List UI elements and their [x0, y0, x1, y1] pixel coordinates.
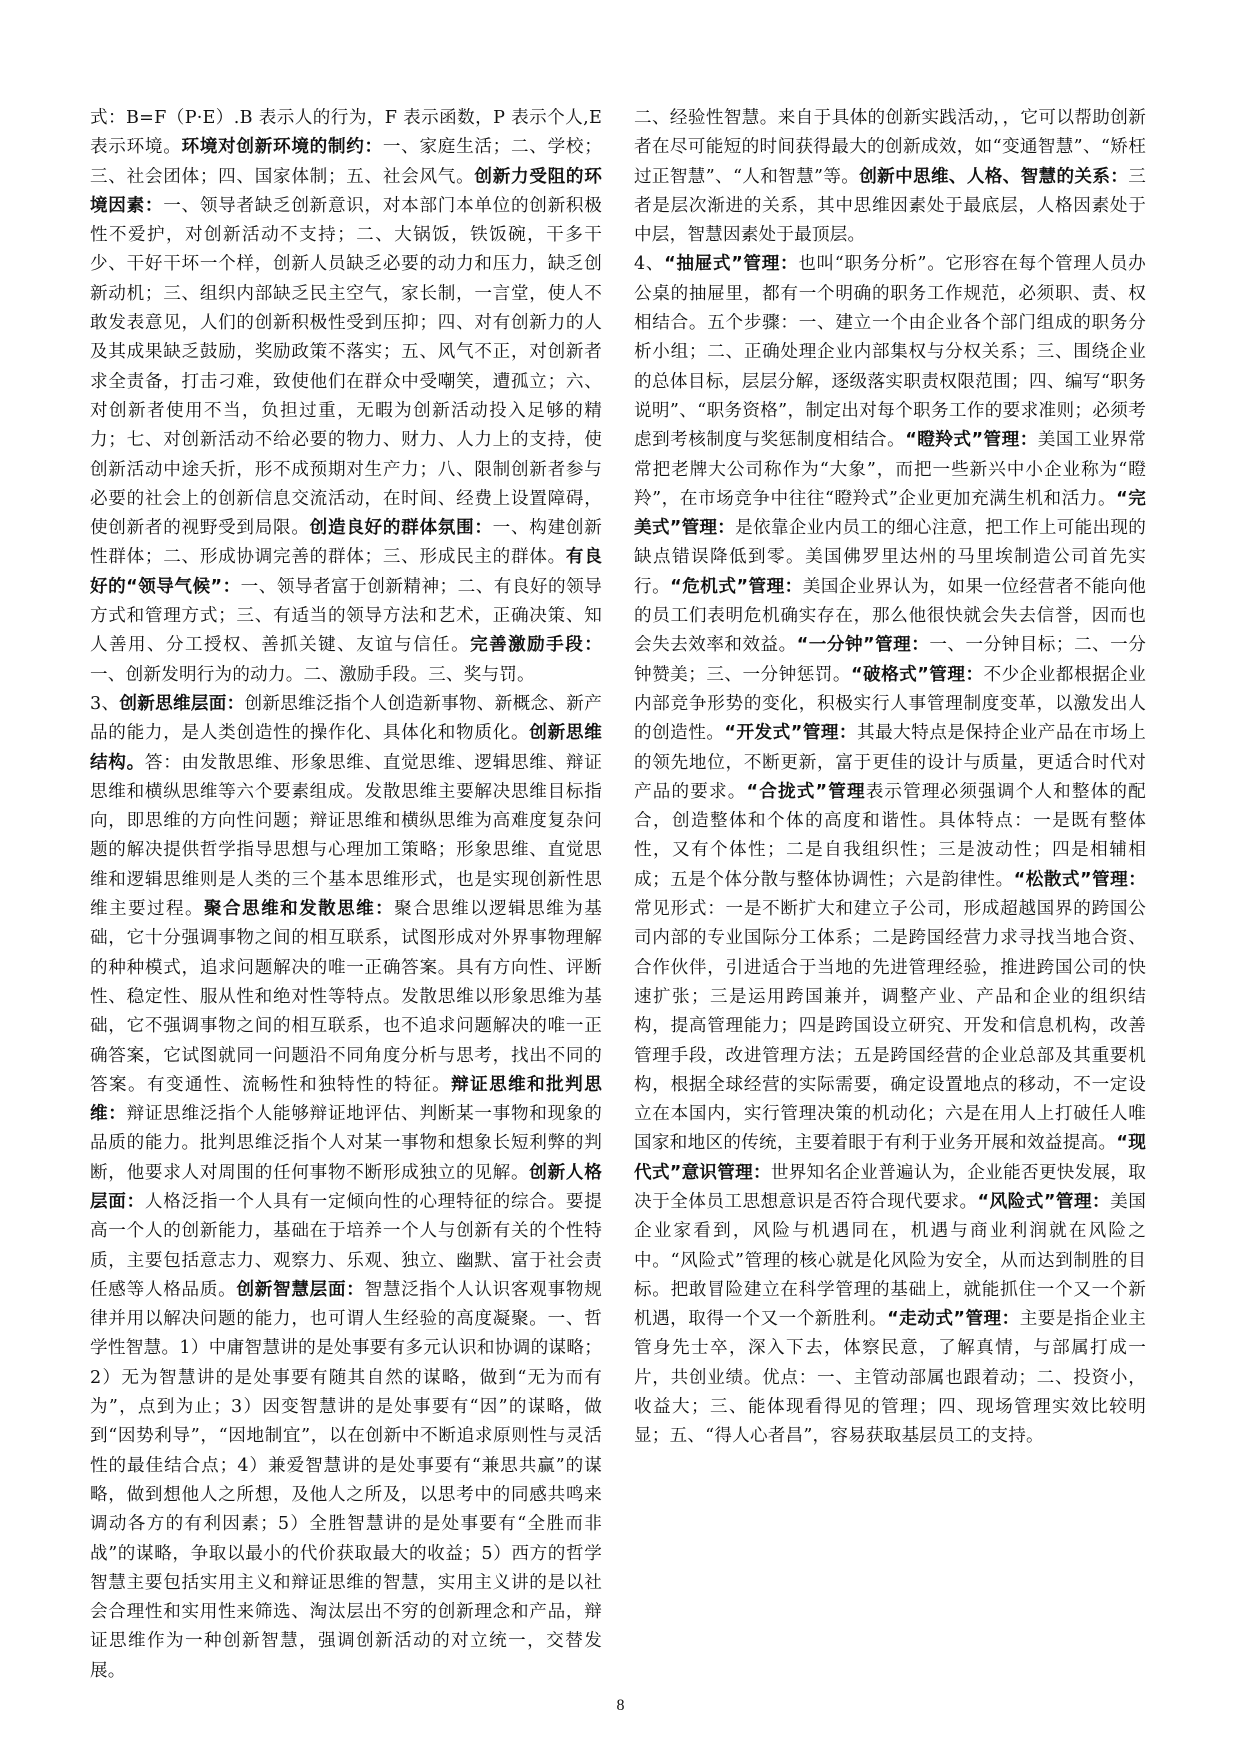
body-text: 一、领导者缺乏创新意识，对本部门本单位的创新积极性不爱护，对创新活动不支持；二、大锅饭，铁饭碗，干多干少、干好干坏一个样，创新人员缺乏必要的动力和压力，缺乏创新动机；三、组织内部缺乏民主空气，家长制，一言堂，使人不敢发表意见，人们的创新积极性受到压抑；四、对有创新力的人及其成果缺乏鼓励，奖励政策不落实；五、风气不正，对创新者求全责备，打击刁难，致使他们在群众中受嘲笑，遭孤立；六、对创新者使用不当，负担过重，无暇为创新活动投入足够的精力；七、对创新活动不给必要的物力、财力、人力上的支持，使创新活动中途夭折，形不成预期对生产力；八、限制创新者参与必要的社会上的创新信息交流活动，在时间、经费上设置障碍，使创新者的视野受到局限。: [90, 195, 602, 539]
body-text: 一、创新发明行为的动力。二、激励手段。三、奖与罚。: [90, 664, 535, 685]
section-heading: “完美式”管理：: [634, 488, 1146, 539]
section-heading: “合拢式”管理: [746, 781, 866, 802]
body-text: 主要是指企业主管身先士卒，深入下去，体察民意，了解真情，与部属打成一片，共创业绩。优点：一、主管动部属也跟着动；二、投资小，收益大；三、能体现看得见的管理；四、现场管理实效比较明显；五、“得人心者昌”，容易获取基层员工的支持。: [634, 1309, 1146, 1447]
section-heading: “现代式”意识管理：: [634, 1133, 1147, 1183]
section-heading: “破格式”管理：: [850, 664, 984, 685]
paragraph: [90, 690, 602, 1686]
section-heading: “走动式”管理：: [887, 1309, 1020, 1330]
body-text: 美国企业界认为，如果一位经营者不能向他的员工们表明危机确实存在，那么他很快就会失去信誉，因而也会失去效率和效益。: [634, 576, 1147, 656]
section-heading: “危机式”管理：: [670, 576, 803, 597]
paragraph: [634, 104, 1146, 250]
body-text: 常见形式：一是不断扩大和建立子公司，形成超越国界的跨国公司内部的专业国际分工体系；二是跨国经营力求寻找当地合资、合作伙伴，引进适合于当地的先进管理经验，推进跨国公司的快速扩张；三是运用跨国兼并，调整产业、产品和企业的组织结构，提高管理能力；四是跨国设立研究、开发和信息机构，改善管理手段，改进管理方法；五是跨国经营的企业总部及其重要机构，根据全球经营的实际需要，确定设置地点的移动，不一定设立在本国内，实行管理决策的机动化；六是在用人上打破任人唯国家和地区的传统，主要着眼于有利于业务开展和效益提高。: [634, 899, 1146, 1154]
section-heading: 创新中思维、人格、智慧的关系：: [859, 166, 1129, 187]
body-text: 4、: [634, 254, 665, 275]
body-text: 美国企业家看到，风险与机遇同在，机遇与商业利润就在风险之中。“风险式”管理的核心就是化风险为安全，从而达到制胜的目标。把敢冒险建立在科学管理的基础上，就能抓住一个又一个新机遇，取得一个又一个新胜利。: [634, 1191, 1146, 1330]
body-text: 其最大特点是保持企业产品在市场上的领先地位，不断更新，富于更佳的设计与质量，更适合时代对产品的要求。: [634, 723, 1146, 802]
right-column: [634, 104, 1146, 1452]
section-heading: 环境对创新环境的制约：: [181, 137, 383, 158]
section-heading: “松散式”管理：: [1013, 869, 1147, 890]
section-heading: 创造良好的群体氛围：: [309, 518, 493, 539]
section-heading: 创新智慧层面：: [236, 1279, 365, 1300]
section-heading: 创新力受阻的环境因素：: [90, 166, 603, 216]
section-heading: “瞪羚式”管理：: [905, 430, 1038, 451]
section-heading: 创新思维结构。: [90, 723, 602, 773]
body-text: 聚合思维以逻辑思维为基础，它十分强调事物之间的相互联系，试图形成对外界事物理解的种种模式，追求问题解决的唯一正确答案。具有方向性、评断性、稳定性、服从性和绝对性等特点。发散思维以形象思维为基础，它不强调事物之间的相互联系，也不追求问题解决的唯一正确答案，它试图就同一问题沿不同角度分析与思考，找出不同的答案。有变通性、流畅性和独特性的特征。: [90, 899, 602, 1095]
section-heading: “风险式”管理：: [977, 1191, 1111, 1212]
section-heading: “抽屉式”管理：: [664, 254, 799, 275]
body-text: 一、一分钟目标；二、一分钟赞美；三、一分钟惩罚。: [634, 635, 1147, 685]
section-heading: 创新思维层面：: [119, 693, 245, 714]
body-text: 式：B=F（P·E）.B 表示人的行为，F 表示函数，P 表示个人,E 表示环境。: [90, 108, 602, 158]
body-text: 三者是层次渐进的关系，其中思维因素处于最底层，人格因素处于中层，智慧因素处于最顶层。: [634, 166, 1146, 246]
page-number: 8: [616, 1697, 625, 1714]
body-text: 二、经验性智慧。来自于具体的创新实践活动，，它可以帮助创新者在尽可能短的时间获得最大的创新成效，如“变通智慧”、“矫枉过正智慧”、“人和智慧”等。: [634, 108, 1146, 187]
body-text: 世界知名企业普遍认为，企业能否更快发展，取决于全体员工思想意识是否符合现代要求。: [634, 1162, 1147, 1212]
paragraph: [90, 104, 602, 690]
section-heading: 聚合思维和发散思维：: [204, 899, 395, 920]
section-heading: 完善激励手段：: [470, 635, 602, 656]
left-column: [90, 104, 602, 1686]
body-text: 一、领导者富于创新精神；二、有良好的领导方式和管理方式；三、有适当的领导方法和艺术，正确决策、知人善用、分工授权、善抓关键、友谊与信任。: [90, 576, 602, 656]
body-text: 美国工业界常常把老牌大公司称作为“大象”，而把一些新兴中小企业称为“瞪羚”，在市场竞争中往往“瞪羚式”企业更加充满生机和活力。: [634, 430, 1146, 509]
body-text: 答：由发散思维、形象思维、直觉思维、逻辑思维、辩证思维和横纵思维等六个要素组成。发散思维主要解决思维目标指向，即思维的方向性问题；辩证思维和横纵思维为高难度复杂问题的解决提供哲学指导思想与心理加工策略；形象思维、直觉思维和逻辑思维则是人类的三个基本思维形式，也是实现创新性思维主要过程。: [90, 752, 602, 920]
body-text: 3、: [90, 693, 120, 714]
body-text: 辩证思维泛指个人能够辩证地评估、判断某一事物和现象的品质的能力。批判思维泛指个人对某一事物和想象长短利弊的判断，他要求人对周围的任何事物不断形成独立的见解。: [90, 1104, 602, 1183]
section-heading: “开发式”管理：: [724, 723, 857, 744]
body-text: 创新思维泛指个人创造新事物、新概念、新产品的能力，是人类创造性的操作化、具体化和物质化。: [90, 693, 602, 744]
section-heading: 创新人格层面：: [90, 1162, 602, 1212]
body-text: 表示管理必须强调个人和整体的配合，创造整体和个体的高度和谐性。具体特点：一是既有整体性，又有个体性；二是自我组织性；三是波动性；四是相辅相成；五是个体分散与整体协调性；六是韵律性。: [634, 781, 1146, 890]
body-text: 一、构建创新性群体；二、形成协调完善的群体；三、形成民主的群体。: [90, 518, 602, 568]
body-text: 不少企业都根据企业内部竞争形势的变化，积极实行人事管理制度变革，以激发出人的创造性。: [634, 664, 1146, 744]
section-heading: 有良好的“领导气候”：: [90, 547, 603, 597]
section-heading: 辩证思维和批判思维：: [90, 1074, 602, 1125]
body-text: 也叫“职务分析”。它形容在每个管理人员办公桌的抽屉里，都有一个明确的职务工作规范，必须职、责、权相结合。五个步骤：一、建立一个由企业各个部门组成的职务分析小组；二、正确处理企业内部集权与分权关系；三、围绕企业的总体目标，层层分解，逐级落实职责权限范围；四、编写“职务说明”、“职务资格”，制定出对每个职务工作的要求准则；必须考虑到考核制度与奖惩制度相结合。: [634, 254, 1146, 451]
body-text: 是依靠企业内员工的细心注意，把工作上可能出现的缺点错误降低到零。美国佛罗里达州的马里埃制造公司首先实行。: [634, 518, 1147, 597]
body-text: 一、家庭生活；二、学校；三、社会团体；四、国家体制；五、社会风气。: [90, 137, 602, 187]
paragraph: [634, 250, 1146, 1451]
body-text: 人格泛指一个人具有一定倾向性的心理特征的综合。要提高一个人的创新能力，基础在于培养一个人与创新有关的个性特质，主要包括意志力、观察力、乐观、独立、幽默、富于社会责任感等人格品质。: [90, 1191, 602, 1300]
body-text: 智慧泛指个人认识客观事物规律并用以解决问题的能力，也可谓人生经验的高度凝聚。一、哲学性智慧。1）中庸智慧讲的是处事要有多元认识和协调的谋略；2）无为智慧讲的是处事要有随其自然的谋略，做到“无为而有为”，点到为止；3）因变智慧讲的是处事要有“因”的谋略，做到“因势利导”，“因地制宜”，以在创新中不断追求原则性与灵活性的最佳结合点；4）兼爱智慧讲的是处事要有“兼思共赢”的谋略，做到想他人之所想，及他人之所及，以思考中的同感共鸣来调动各方的有利因素；5）全胜智慧讲的是处事要有“全胜而非战”的谋略，争取以最小的代价获取最大的收益；5）西方的哲学智慧主要包括实用主义和辩证思维的智慧，实用主义讲的是以社会合理性和实用性来筛选、淘汰层出不穷的创新理念和产品，辩证思维作为一种创新智慧，强调创新活动的对立统一，交替发展。: [90, 1279, 602, 1681]
section-heading: “一分钟”管理：: [796, 635, 930, 656]
